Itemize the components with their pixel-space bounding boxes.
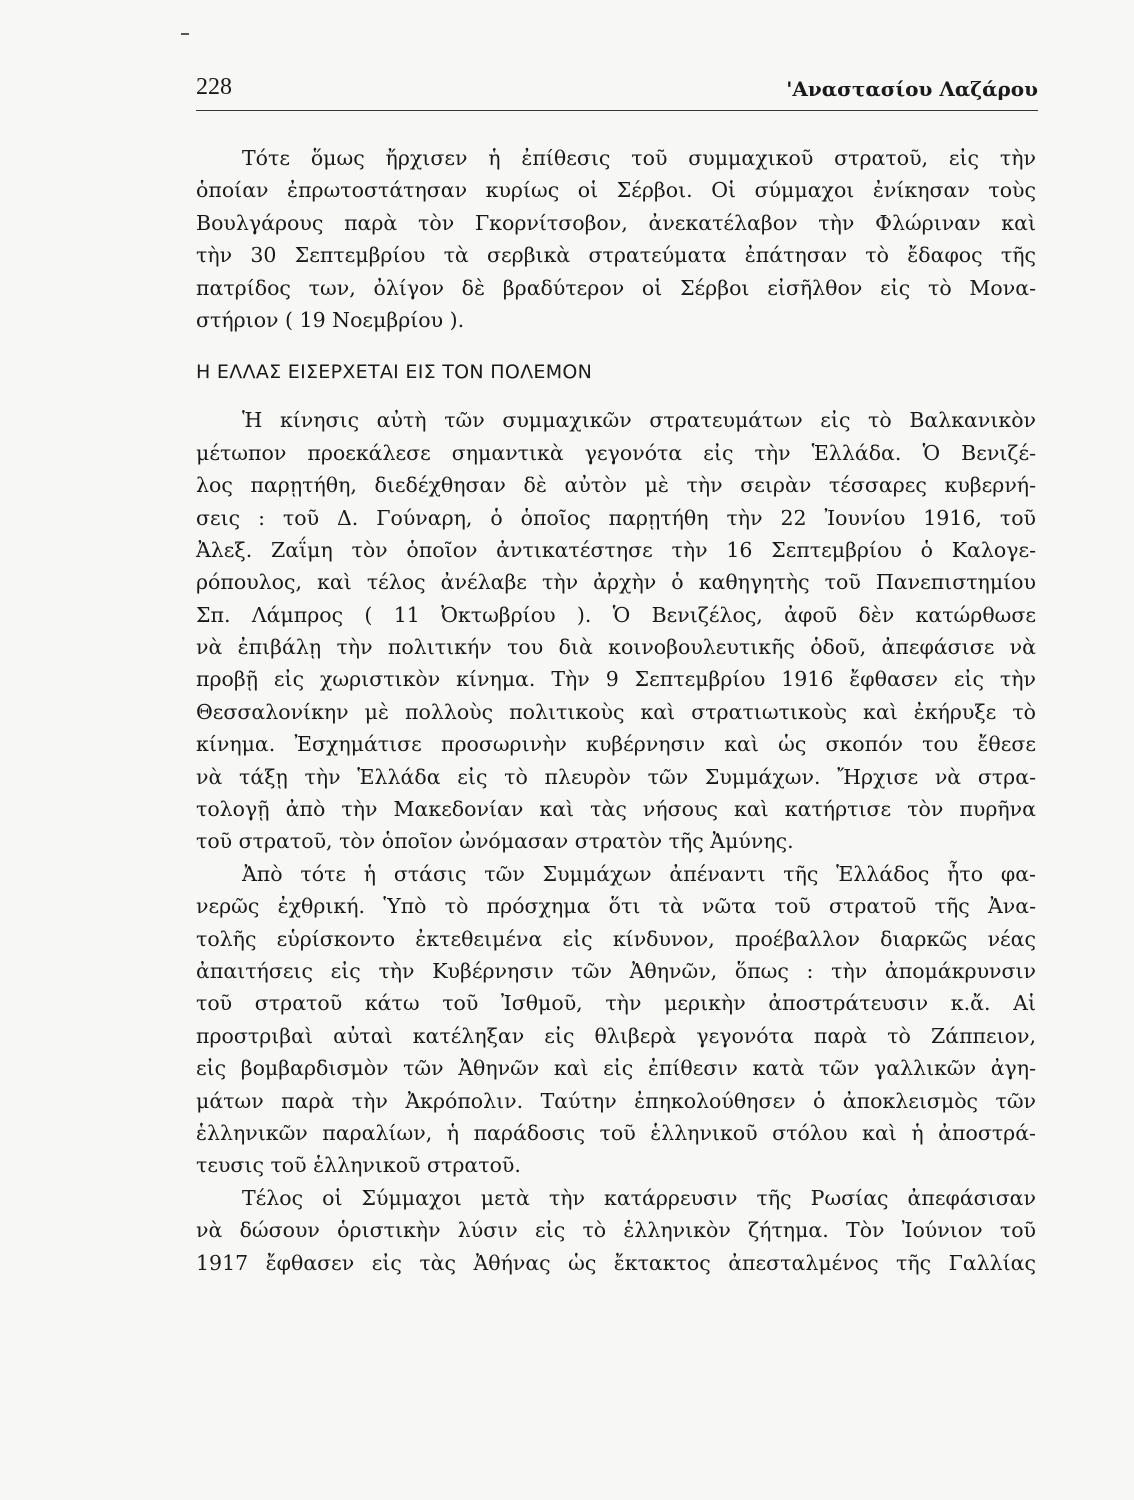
- text-line: νὰ δώσουν ὁριστικὴν λύσιν εἰς τὸ ἑλληνικὸν ζήτημα. Τὸν Ἰούνιον τοῦ: [196, 1218, 1036, 1243]
- text-line: τὴν 30 Σεπτεμβρίου τὰ σερβικὰ στρατεύματα ἐπάτησαν τὸ ἔδαφος τῆς: [196, 243, 1036, 268]
- text-line: νερῶς ἐχθρική. Ὑπὸ τὸ πρόσχημα ὅτι τὰ νῶτα τοῦ στρατοῦ τῆς Ἀνα-: [196, 894, 1036, 919]
- scan-mark: [181, 33, 189, 35]
- text-line: Θεσσαλονίκην μὲ πολλοὺς πολιτικοὺς καὶ στρατιωτικοὺς καὶ ἐκήρυξε τὸ: [196, 699, 1036, 724]
- page-header: [196, 72, 1038, 110]
- text-line: Τότε ὅμως ἤρχισεν ἡ ἐπίθεσις τοῦ συμμαχικοῦ στρατοῦ, εἰς τὴν: [242, 146, 1036, 170]
- text-line: ρόπουλος, καὶ τέλος ἀνέλαβε τὴν ἀρχὴν ὁ καθηγητὴς τοῦ Πανεπιστημίου: [196, 570, 1036, 595]
- text-line: κίνημα. Ἐσχημάτισε προσωρινὴν κυβέρνησιν καὶ ὡς σκοπόν του ἔθεσε: [196, 732, 1036, 757]
- text-line: ἀπαιτήσεις εἰς τὴν Κυβέρνησιν τῶν Ἀθηνῶν, ὅπως : τὴν ἀπομάκρυνσιν: [196, 958, 1036, 983]
- text-line: νὰ ἐπιβάλῃ τὴν πολιτικήν του διὰ κοινοβουλευτικῆς ὁδοῦ, ἀπεφάσισε νὰ: [196, 635, 1036, 660]
- text-line: προβῇ εἰς χωριστικὸν κίνημα. Τὴν 9 Σεπτεμβρίου 1916 ἔφθασεν εἰς τὴν: [196, 667, 1036, 692]
- text-line: Σπ. Λάμπρος ( 11 Ὀκτωβρίου ). Ὁ Βενιζέλος, ἀφοῦ δὲν κατώρθωσε: [196, 602, 1036, 627]
- text-line: Ἀλεξ. Ζαΐμη τὸν ὁποῖον ἀντικατέστησε τὴν 16 Σεπτεμβρίου ὁ Καλογε-: [196, 537, 1036, 562]
- text-line: Ἡ κίνησις αὐτὴ τῶν συμμαχικῶν στρατευμάτων εἰς τὸ Βαλκανικὸν: [242, 408, 1036, 433]
- text-line: πατρίδος των, ὀλίγον δὲ βραδύτερον οἱ Σέρβοι εἰσῆλθον εἰς τὸ Μονα-: [196, 275, 1036, 300]
- text-line: εἰς βομβαρδισμὸν τῶν Ἀθηνῶν καὶ εἰς ἐπίθεσιν κατὰ τῶν γαλλικῶν ἀγη-: [196, 1056, 1036, 1081]
- text-line: τολογῇ ἀπὸ τὴν Μακεδονίαν καὶ τὰς νήσους καὶ κατήρτισε τὸν πυρῆνα: [196, 797, 1036, 822]
- text-line: Βουλγάρους παρὰ τὸν Γκορνίτσοβον, ἀνεκατέλαβον τὴν Φλώριναν καὶ: [196, 210, 1036, 235]
- text-line: προστριβαὶ αὐταὶ κατέληξαν εἰς θλιβερὰ γεγονότα παρὰ τὸ Ζάππειον,: [196, 1023, 1036, 1048]
- text-line: τοῦ στρατοῦ, τὸν ὁποῖον ὠνόμασαν στρατὸν τῆς Ἀμύνης.: [196, 829, 794, 854]
- text-line: Ἀπὸ τότε ἡ στάσις τῶν Συμμάχων ἀπέναντι τῆς Ἑλλάδος ἦτο φα-: [242, 861, 1036, 886]
- text-line: 1917 ἔφθασεν εἰς τὰς Ἀθήνας ὡς ἔκτακτος ἀπεσταλμένος τῆς Γαλλίας: [196, 1250, 1036, 1275]
- text-line: Τέλος οἱ Σύμμαχοι μετὰ τὴν κατάρρευσιν τῆς Ρωσίας ἀπεφάσισαν: [242, 1185, 1036, 1210]
- text-line: ἑλληνικῶν παραλίων, ἡ παράδοσις τοῦ ἑλληνικοῦ στόλου καὶ ἡ ἀποστρά-: [196, 1120, 1036, 1145]
- text-line: σεις : τοῦ Δ. Γούναρη, ὁ ὁποῖος παρῃτήθη τὴν 22 Ἰουνίου 1916, τοῦ: [196, 505, 1036, 530]
- text-line: ὁποίαν ἐπρωτοστάτησαν κυρίως οἱ Σέρβοι. Οἱ σύμμαχοι ἐνίκησαν τοὺς: [196, 178, 1036, 203]
- running-head: 'Αναστασίου Λαζάρου: [786, 77, 1038, 101]
- body-text: [196, 142, 1036, 1279]
- text-line: νὰ τάξῃ τὴν Ἑλλάδα εἰς τὸ πλευρὸν τῶν Συμμάχων. Ἤρχισε νὰ στρα-: [196, 764, 1036, 789]
- text-line: μάτων παρὰ τὴν Ἀκρόπολιν. Ταύτην ἐπηκολούθησεν ὁ ἀποκλεισμὸς τῶν: [196, 1088, 1036, 1113]
- text-line: λος παρῃτήθη, διεδέχθησαν δὲ αὐτὸν μὲ τὴν σειρὰν τέσσαρες κυβερνή-: [196, 473, 1036, 498]
- section-heading: Η ΕΛΛΑΣ ΕΙΣΕΡΧΕΤΑΙ ΕΙΣ ΤΟΝ ΠΟΛΕΜΟΝ: [196, 361, 593, 384]
- text-line: τοῦ στρατοῦ κάτω τοῦ Ἰσθμοῦ, τὴν μερικὴν ἀποστράτευσιν κ.ἄ. Αἱ: [196, 991, 1036, 1016]
- text-line: στήριον ( 19 Νοεμβρίου ).: [196, 307, 465, 332]
- page-number: 228: [196, 74, 232, 100]
- text-line: τολῆς εὑρίσκοντο ἐκτεθειμένα εἰς κίνδυνον, προέβαλλον διαρκῶς νέας: [196, 926, 1036, 951]
- text-line: τευσις τοῦ ἑλληνικοῦ στρατοῦ.: [196, 1153, 521, 1178]
- header-rule: [196, 110, 1038, 111]
- text-line: μέτωπον προεκάλεσε σημαντικὰ γεγονότα εἰς τὴν Ἑλλάδα. Ὁ Βενιζέ-: [196, 440, 1036, 465]
